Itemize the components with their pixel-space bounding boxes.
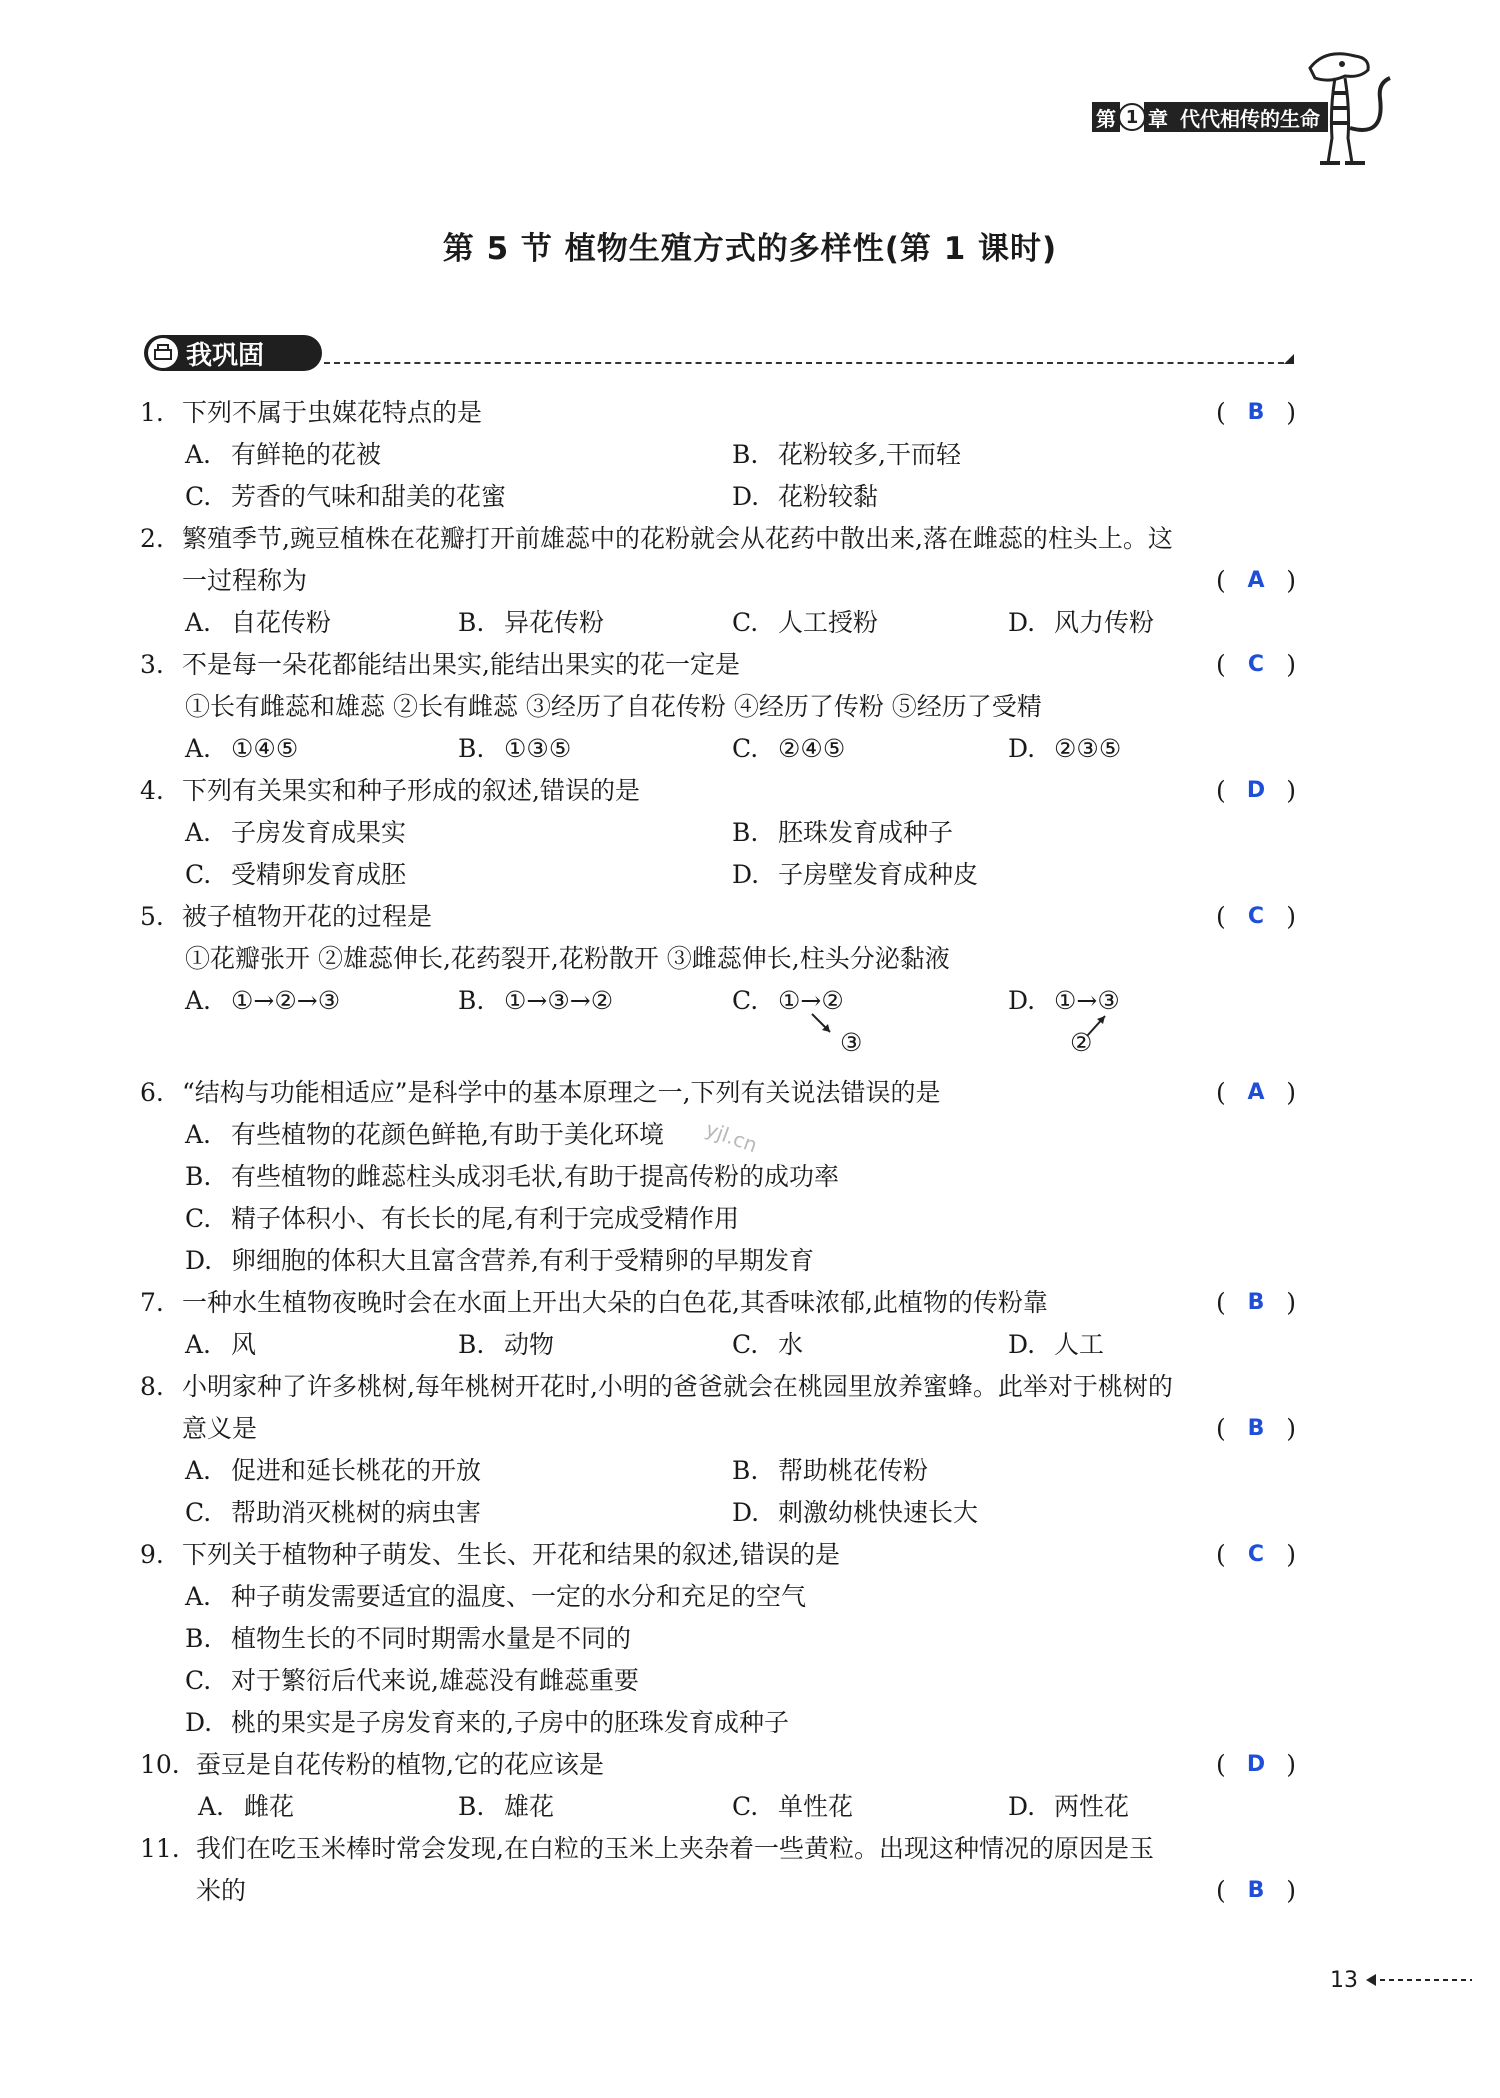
- question-8: [140, 1366, 1300, 1408]
- question-text: 意义是: [182, 1414, 258, 1443]
- question-text: 下列关于植物种子萌发、生长、开花和结果的叙述,错误的是: [182, 1540, 840, 1569]
- option: B. 动物: [458, 1330, 555, 1359]
- answer-value: D: [1246, 1752, 1266, 1777]
- answer-value: A: [1247, 568, 1265, 593]
- divider-end-mark: [1284, 354, 1294, 364]
- question-number: 6.: [140, 1078, 164, 1107]
- chapter-title: 代代相传的生命: [1172, 102, 1328, 132]
- question-4: [140, 770, 1300, 812]
- option: C. ②④⑤: [732, 734, 846, 763]
- statements: ①花瓣张开 ②雄蕊伸长,花药裂开,花粉散开 ③雌蕊伸长,柱头分泌黏液: [185, 944, 950, 973]
- option-row: [140, 476, 1300, 518]
- question-number: 8.: [140, 1372, 164, 1401]
- question-number: 11.: [140, 1834, 180, 1863]
- tiger-mascot-icon: [1290, 38, 1408, 173]
- option: A. 雌花: [198, 1792, 295, 1821]
- answer-box: ( C ): [1216, 644, 1296, 686]
- question-text: 繁殖季节,豌豆植株在花瓣打开前雄蕊中的花粉就会从花药中散出来,落在雌蕊的柱头上。这: [182, 524, 1173, 553]
- option: A. 自花传粉: [185, 608, 332, 637]
- question-text: 小明家种了许多桃树,每年桃树开花时,小明的爸爸就会在桃园里放养蜜蜂。此举对于桃树的: [182, 1372, 1173, 1401]
- option-sub: ②: [1070, 1028, 1093, 1057]
- question-text: 被子植物开花的过程是: [182, 902, 433, 931]
- option-row: [140, 1492, 1300, 1534]
- question-text: 下列有关果实和种子形成的叙述,错误的是: [182, 776, 640, 805]
- question-number: 1.: [140, 398, 164, 427]
- question-8-cont: [140, 1408, 1300, 1450]
- chapter-number: 1: [1118, 103, 1146, 131]
- page-number: 13: [1330, 1968, 1358, 1993]
- left-arrow-icon: [1364, 1970, 1474, 1990]
- option: A. 风: [185, 1330, 257, 1359]
- option: D. 桃的果实是子房发育来的,子房中的胚珠发育成种子: [185, 1708, 789, 1737]
- answer-box: ( C ): [1216, 896, 1296, 938]
- option-row: [140, 1660, 1300, 1702]
- option-row: [140, 1324, 1300, 1366]
- question-6: [140, 1072, 1300, 1114]
- answer-box: ( D ): [1216, 770, 1296, 812]
- option-row: [140, 1576, 1300, 1618]
- answer-box: ( B ): [1216, 1408, 1296, 1450]
- question-number: 5.: [140, 902, 164, 931]
- option-row: [140, 980, 1300, 1072]
- watermark: yjl.cn: [702, 1116, 761, 1158]
- statement-row: [140, 686, 1300, 728]
- option: C. 对于繁衍后代来说,雄蕊没有雌蕊重要: [185, 1666, 639, 1695]
- question-text: 一种水生植物夜晚时会在水面上开出大朵的白色花,其香味浓郁,此植物的传粉靠: [182, 1288, 1048, 1317]
- page-title: 第 5 节 植物生殖方式的多样性(第 1 课时): [442, 231, 1058, 267]
- option: C. 精子体积小、有长长的尾,有利于完成受精作用: [185, 1204, 739, 1233]
- option: D. 卵细胞的体积大且富含营养,有利于受精卵的早期发育: [185, 1246, 814, 1275]
- answer-value: C: [1247, 904, 1265, 929]
- question-10: [140, 1744, 1300, 1786]
- option: A. 子房发育成果实: [185, 818, 407, 847]
- option: B. 有些植物的雌蕊柱头成羽毛状,有助于提高传粉的成功率: [185, 1162, 839, 1191]
- option: B. ①→③→②: [458, 986, 614, 1015]
- answer-value: D: [1246, 778, 1266, 803]
- answer-box: ( B ): [1216, 1282, 1296, 1324]
- option-sub: ③: [840, 1028, 863, 1057]
- option: D. 花粉较黏: [732, 482, 879, 511]
- question-number: 10.: [140, 1750, 180, 1779]
- option: A. 有些植物的花颜色鲜艳,有助于美化环境: [185, 1120, 664, 1149]
- question-text: 蚕豆是自花传粉的植物,它的花应该是: [196, 1750, 604, 1779]
- option-row: [140, 1450, 1300, 1492]
- question-text: 下列不属于虫媒花特点的是: [182, 398, 483, 427]
- option-row: [140, 1240, 1300, 1282]
- option: C. 水: [732, 1330, 804, 1359]
- question-number: 2.: [140, 524, 164, 553]
- option-row: [140, 1198, 1300, 1240]
- option: A. ①④⑤: [185, 734, 299, 763]
- question-7: [140, 1282, 1300, 1324]
- option: C. 芳香的气味和甜美的花蜜: [185, 482, 507, 511]
- chapter-suffix: 章: [1144, 102, 1172, 132]
- option: B. 雄花: [458, 1792, 555, 1821]
- question-number: 9.: [140, 1540, 164, 1569]
- answer-box: ( A ): [1216, 560, 1296, 602]
- option: D. 子房壁发育成种皮: [732, 860, 979, 889]
- chapter-prefix: 第: [1092, 102, 1120, 132]
- option: C. 人工授粉: [732, 608, 879, 637]
- answer-value: B: [1247, 400, 1265, 425]
- answer-value: B: [1247, 1416, 1265, 1441]
- option-row: [140, 434, 1300, 476]
- option: A. 种子萌发需要适宜的温度、一定的水分和充足的空气: [185, 1582, 807, 1611]
- option: A. ①→②→③: [185, 986, 341, 1015]
- option-row: [140, 1702, 1300, 1744]
- answer-box: ( C ): [1216, 1534, 1296, 1576]
- question-1: [140, 392, 1300, 434]
- question-number: 4.: [140, 776, 164, 805]
- option: B. 花粉较多,干而轻: [732, 440, 961, 469]
- section-band: [144, 332, 1294, 376]
- answer-box: ( B ): [1216, 1870, 1296, 1912]
- answer-value: C: [1247, 652, 1265, 677]
- option-row: [140, 854, 1300, 896]
- printer-icon: [148, 338, 178, 368]
- dashed-divider: [324, 362, 1294, 364]
- option: B. ①③⑤: [458, 734, 572, 763]
- question-number: 7.: [140, 1288, 164, 1317]
- question-3: [140, 644, 1300, 686]
- option: B. 胚珠发育成种子: [732, 818, 954, 847]
- question-2-cont: [140, 560, 1300, 602]
- answer-value: B: [1247, 1878, 1265, 1903]
- option-row: [140, 602, 1300, 644]
- question-text: 米的: [196, 1876, 247, 1905]
- option-row: [140, 728, 1300, 770]
- answer-value: B: [1247, 1290, 1265, 1315]
- option: D. ②③⑤: [1008, 734, 1122, 763]
- option: D. 刺激幼桃快速长大: [732, 1498, 979, 1527]
- question-2: [140, 518, 1300, 560]
- option: D. 人工: [1008, 1330, 1105, 1359]
- question-list: [140, 392, 1300, 1912]
- question-text: 我们在吃玉米棒时常会发现,在白粒的玉米上夹杂着一些黄粒。出现这种情况的原因是玉: [196, 1834, 1154, 1863]
- question-number: 3.: [140, 650, 164, 679]
- answer-value: A: [1247, 1080, 1265, 1105]
- section-label: 我巩固: [186, 340, 265, 371]
- answer-value: C: [1247, 1542, 1265, 1567]
- option-row: [140, 1618, 1300, 1660]
- question-text: “结构与功能相适应”是科学中的基本原理之一,下列有关说法错误的是: [182, 1078, 941, 1107]
- statement-row: [140, 938, 1300, 980]
- question-text: 一过程称为: [182, 566, 308, 595]
- option: D. 两性花: [1008, 1792, 1130, 1821]
- answer-box: ( A ): [1216, 1072, 1296, 1114]
- option: D. 风力传粉: [1008, 608, 1155, 637]
- answer-box: ( B ): [1216, 392, 1296, 434]
- option-row: [140, 812, 1300, 854]
- option: B. 异花传粉: [458, 608, 605, 637]
- option: C. 单性花: [732, 1792, 854, 1821]
- statements: ①长有雌蕊和雄蕊 ②长有雌蕊 ③经历了自花传粉 ④经历了传粉 ⑤经历了受精: [185, 692, 1042, 721]
- question-11-cont: [140, 1870, 1300, 1912]
- option: D. ①→③: [1008, 986, 1120, 1015]
- option: B. 植物生长的不同时期需水量是不同的: [185, 1624, 632, 1653]
- option: B. 帮助桃花传粉: [732, 1456, 929, 1485]
- question-5: [140, 896, 1300, 938]
- option: C. ①→②: [732, 986, 844, 1015]
- question-text: 不是每一朵花都能结出果实,能结出果实的花一定是: [182, 650, 740, 679]
- answer-box: ( D ): [1216, 1744, 1296, 1786]
- option-row: [140, 1156, 1300, 1198]
- section-label-pill: [144, 335, 322, 371]
- option: A. 有鲜艳的花被: [185, 440, 382, 469]
- branch-arrow-icon: [808, 1010, 838, 1040]
- question-11: [140, 1828, 1300, 1870]
- option-row: [140, 1786, 1300, 1828]
- option: C. 受精卵发育成胚: [185, 860, 407, 889]
- option: C. 帮助消灭桃树的病虫害: [185, 1498, 482, 1527]
- option: A. 促进和延长桃花的开放: [185, 1456, 482, 1485]
- question-9: [140, 1534, 1300, 1576]
